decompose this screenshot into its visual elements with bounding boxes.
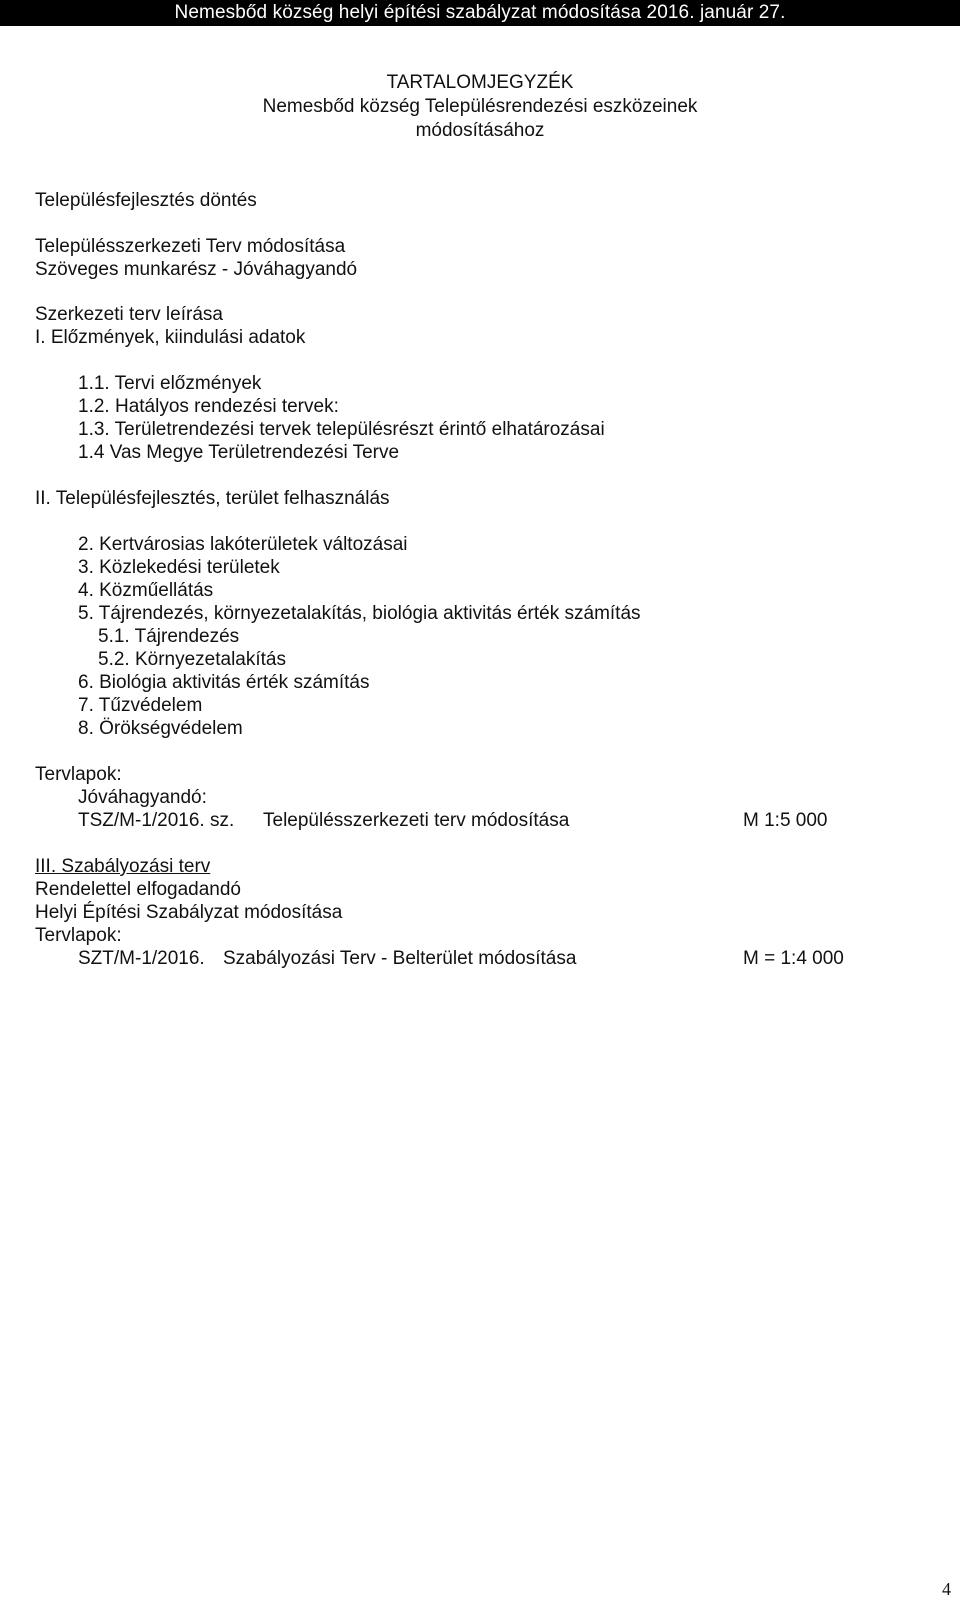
- page-header: Nemesbőd község helyi építési szabályzat módosítása 2016. január 27.: [0, 0, 960, 26]
- part2-title: II. Településfejlesztés, terület felhasználás: [35, 488, 390, 509]
- toc-subtitle-line-1: Nemesbőd község Településrendezési eszközeinek: [262, 96, 698, 117]
- plans1-approval: Jóváhagyandó:: [78, 787, 207, 808]
- part1-item-4: 1.4 Vas Megye Területrendezési Terve: [78, 442, 400, 463]
- part3-name: Szabályozási Terv - Belterület módosítása: [223, 948, 577, 969]
- part2-item-2: 2. Kertvárosias lakóterületek változásai: [78, 534, 408, 555]
- structure-plan-description: Szerkezeti terv leírása: [35, 304, 223, 325]
- part1-item-3: 1.3. Területrendezési tervek településrészt érintő elhatározásai: [78, 419, 605, 440]
- toc-heading: TARTALOMJEGYZÉK: [386, 72, 574, 93]
- part1-title: I. Előzmények, kiindulási adatok: [35, 327, 306, 348]
- part3-scale: M = 1:4 000: [743, 948, 844, 969]
- part1-item-2: 1.2. Hatályos rendezési tervek:: [78, 396, 339, 417]
- plans1-scale: M 1:5 000: [743, 810, 828, 831]
- part3-plans-label: Tervlapok:: [35, 925, 122, 946]
- part3-line-1: Rendelettel elfogadandó: [35, 879, 242, 900]
- plans1-name: Településszerkezeti terv módosítása: [263, 810, 570, 831]
- part2-item-5-2: 5.2. Környezetalakítás: [98, 649, 286, 670]
- structure-plan-subtitle: Szöveges munkarész - Jóváhagyandó: [35, 259, 358, 280]
- part1-item-1: 1.1. Tervi előzmények: [78, 373, 262, 394]
- page-number: 4: [942, 1579, 951, 1599]
- part3-line-2: Helyi Építési Szabályzat módosítása: [35, 902, 343, 923]
- part2-item-4: 4. Közműellátás: [78, 580, 214, 601]
- plans1-label: Tervlapok:: [35, 764, 122, 785]
- part2-item-5-1: 5.1. Tájrendezés: [98, 626, 240, 647]
- part2-item-7: 7. Tűzvédelem: [78, 695, 203, 716]
- part2-item-8: 8. Örökségvédelem: [78, 718, 243, 739]
- part3-title: III. Szabályozási terv: [35, 856, 211, 877]
- section-dev-decision: Településfejlesztés döntés: [35, 190, 257, 211]
- toc-subtitle-line-2: módosításához: [415, 120, 545, 141]
- part2-item-3: 3. Közlekedési területek: [78, 557, 280, 578]
- structure-plan-title: Településszerkezeti Terv módosítása: [35, 236, 346, 257]
- part2-item-6: 6. Biológia aktivitás érték számítás: [78, 672, 370, 693]
- part3-code: SZT/M-1/2016.: [78, 948, 205, 969]
- part2-item-5: 5. Tájrendezés, környezetalakítás, biológia aktivitás érték számítás: [78, 603, 641, 624]
- plans1-code: TSZ/M-1/2016. sz.: [78, 810, 235, 831]
